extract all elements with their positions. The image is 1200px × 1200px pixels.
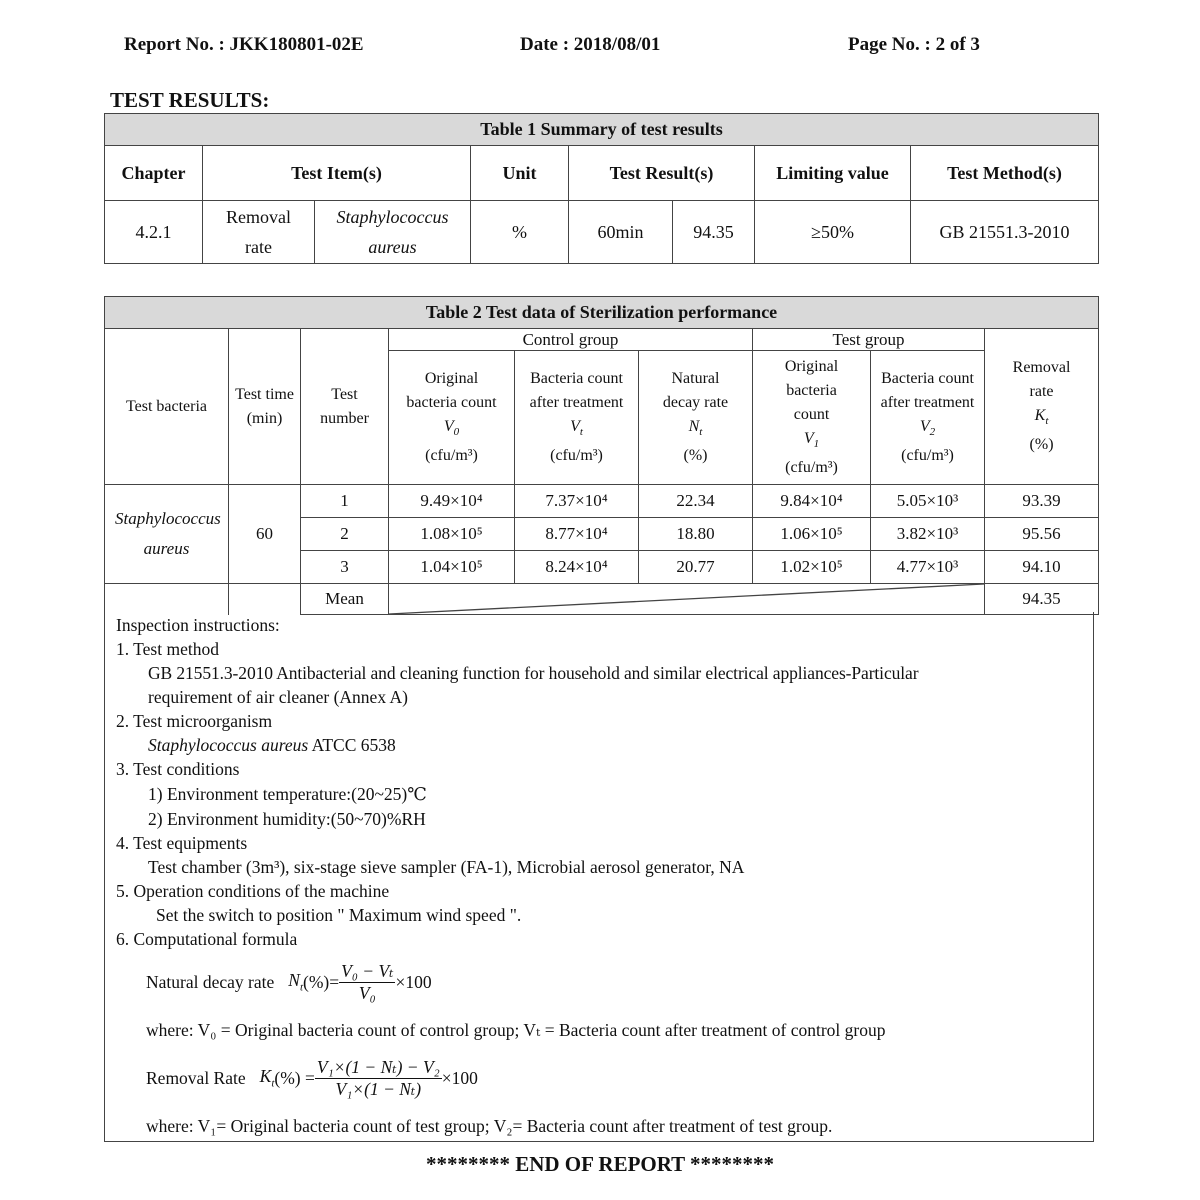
note-1-line-a: GB 21551.3-2010 Antibacterial and cleaning function for household and similar electrical appliances-Particular xyxy=(148,663,919,683)
col-test-bacteria: Test bacteria xyxy=(105,329,229,485)
cell-v0: 1.08×10⁵ xyxy=(389,518,515,551)
cell-test-time: 60 xyxy=(229,485,301,584)
col-test-method: Test Method(s) xyxy=(911,146,1099,201)
kt-symbol: $K_t$ xyxy=(1034,406,1049,428)
cell-time: 60min xyxy=(569,201,673,264)
col-v2 xyxy=(871,351,985,485)
note-2-line xyxy=(148,735,396,756)
formula1-lhs: (%)= xyxy=(303,971,340,992)
table2-caption: Table 2 Test data of Sterilization performance xyxy=(105,297,1099,329)
cell-v1: 1.02×10⁵ xyxy=(753,551,871,584)
v1-unit: (cfu/m³) xyxy=(785,459,838,477)
mean-blank-1 xyxy=(105,584,229,615)
v1-label: Original bacteria count xyxy=(784,357,839,423)
formula2-lhs: (%) = xyxy=(274,1067,315,1088)
note-1-line-b: requirement of air cleaner (Annex A) xyxy=(148,687,408,707)
cell-test-number: 2 xyxy=(301,518,389,551)
table1-caption: Table 1 Summary of test results xyxy=(105,114,1099,146)
cell-test-number: 1 xyxy=(301,485,389,518)
note-6: 6. Computational formula xyxy=(116,929,298,949)
cell-v2: 4.77×10³ xyxy=(871,551,985,584)
cell-v0: 9.49×10⁴ xyxy=(389,485,515,518)
vt-unit: (cfu/m³) xyxy=(550,447,603,465)
mean-row xyxy=(105,584,1099,615)
cell-v0: 1.04×10⁵ xyxy=(389,551,515,584)
col-test-result: Test Result(s) xyxy=(569,146,755,201)
cell-v2: 3.82×10³ xyxy=(871,518,985,551)
inspection-notes xyxy=(104,612,1094,1142)
cell-kt: 93.39 xyxy=(985,485,1099,518)
v2-unit: (cfu/m³) xyxy=(901,447,954,465)
col-nt xyxy=(639,351,753,485)
mean-value: 94.35 xyxy=(985,584,1099,615)
nt-symbol: $N_t$ xyxy=(688,417,703,439)
mean-blank-2 xyxy=(229,584,301,615)
note-4: 4. Test equipments xyxy=(116,833,248,853)
v0-label: Original bacteria count xyxy=(406,369,497,411)
report-number: Report No. : JKK180801-02E xyxy=(124,34,364,55)
cell-kt: 95.56 xyxy=(985,518,1099,551)
diagonal-line xyxy=(389,584,984,614)
col-test-item: Test Item(s) xyxy=(203,146,471,201)
v2-symbol: $V_2$ xyxy=(919,417,936,439)
vt-symbol: $V_t$ xyxy=(570,417,583,439)
cell-chapter: 4.2.1 xyxy=(105,201,203,264)
note-4-line: Test chamber (3m³), six-stage sieve sampler (FA-1), Microbial aerosol generator, NA xyxy=(148,857,745,877)
sterilization-table xyxy=(104,296,1099,615)
formula-removal-rate xyxy=(146,1048,478,1108)
formula1-fraction xyxy=(339,961,395,1004)
report-date: Date : 2018/08/01 xyxy=(520,34,661,55)
cell-method: GB 21551.3-2010 xyxy=(911,201,1099,264)
cell-vt: 7.37×10⁴ xyxy=(515,485,639,518)
formula2-label: Removal Rate xyxy=(146,1067,246,1088)
cell-vt: 8.24×10⁴ xyxy=(515,551,639,584)
formula1-multiplier: ×100 xyxy=(395,971,432,992)
section-title: TEST RESULTS: xyxy=(110,88,270,112)
note-5-line: Set the switch to position " Maximum wind speed ". xyxy=(156,905,522,925)
cell-test-number: 3 xyxy=(301,551,389,584)
formula2-denominator: V₁×(1 − Nₜ) xyxy=(335,1078,422,1099)
note-3: 3. Test conditions xyxy=(116,759,240,779)
formula2-fraction xyxy=(315,1057,442,1100)
cell-v2: 5.05×10³ xyxy=(871,485,985,518)
cell-v1: 9.84×10⁴ xyxy=(753,485,871,518)
formula1-where: where: V₀ = Original bacteria count of control group; Vₜ = Bacteria count after treatment of control group xyxy=(146,1020,886,1040)
note-3-temp: 1) Environment temperature:(20~25)℃ xyxy=(148,784,427,804)
group-test: Test group xyxy=(753,329,985,351)
cell-item-removal-rate: Removal rate xyxy=(203,201,315,264)
nt-unit: (%) xyxy=(683,447,708,465)
col-v1 xyxy=(753,351,871,485)
cell-limit: ≥50% xyxy=(755,201,911,264)
col-test-number: Test number xyxy=(301,329,389,485)
v2-label: Bacteria count after treatment xyxy=(880,369,975,411)
cell-nt: 18.80 xyxy=(639,518,753,551)
summary-table xyxy=(104,113,1099,264)
col-chapter: Chapter xyxy=(105,146,203,201)
cell-vt: 8.77×10⁴ xyxy=(515,518,639,551)
col-v0 xyxy=(389,351,515,485)
mean-label: Mean xyxy=(301,584,389,615)
cell-v1: 1.06×10⁵ xyxy=(753,518,871,551)
col-vt xyxy=(515,351,639,485)
col-unit: Unit xyxy=(471,146,569,201)
note-5: 5. Operation conditions of the machine xyxy=(116,881,390,901)
cell-result: 94.35 xyxy=(673,201,755,264)
v1-symbol: $V_1$ xyxy=(803,429,820,451)
mean-diagonal xyxy=(389,584,985,615)
formula2-symbol: $K_t$ xyxy=(259,1066,275,1090)
cell-unit: % xyxy=(471,201,569,264)
removal-rate-label: Removal rate xyxy=(1012,358,1071,400)
formula1-symbol: $N_t$ xyxy=(288,970,304,994)
cell-nt: 22.34 xyxy=(639,485,753,518)
cell-bacteria-name: Staphylococcus aureus xyxy=(105,485,229,584)
page-number: Page No. : 2 of 3 xyxy=(848,34,980,55)
nt-label: Natural decay rate xyxy=(662,369,729,411)
organism-strain: ATCC 6538 xyxy=(308,735,396,755)
cell-kt: 94.10 xyxy=(985,551,1099,584)
formula1-denominator: V₀ xyxy=(358,982,376,1003)
col-test-time: Test time (min) xyxy=(229,329,301,485)
formula1-numerator: V₀ − Vₜ xyxy=(341,960,394,981)
group-control: Control group xyxy=(389,329,753,351)
v0-symbol: $V_0$ xyxy=(443,417,460,439)
col-removal-rate xyxy=(985,329,1099,485)
notes-heading: Inspection instructions: xyxy=(116,615,280,635)
table-row xyxy=(105,485,1099,518)
formula2-multiplier: ×100 xyxy=(441,1067,478,1088)
col-limiting-value: Limiting value xyxy=(755,146,911,201)
formula-natural-decay xyxy=(146,954,432,1010)
v0-unit: (cfu/m³) xyxy=(425,447,478,465)
formula2-where: where: V₁= Original bacteria count of test group; V₂= Bacteria count after treatment of test group. xyxy=(146,1116,833,1136)
cell-item-bacteria: Staphylococcus aureus xyxy=(315,201,471,264)
organism-name: Staphylococcus aureus xyxy=(148,735,309,755)
note-1: 1. Test method xyxy=(116,639,219,659)
vt-label: Bacteria count after treatment xyxy=(529,369,624,411)
note-3-humidity: 2) Environment humidity:(50~70)%RH xyxy=(148,809,426,829)
removal-rate-unit: (%) xyxy=(1029,436,1054,454)
note-2: 2. Test microorganism xyxy=(116,711,273,731)
formula1-label: Natural decay rate xyxy=(146,971,275,992)
end-of-report: ******** END OF REPORT ******** xyxy=(425,1152,775,1176)
cell-nt: 20.77 xyxy=(639,551,753,584)
formula2-numerator: V₁×(1 − Nₜ) − V₂ xyxy=(316,1056,440,1077)
